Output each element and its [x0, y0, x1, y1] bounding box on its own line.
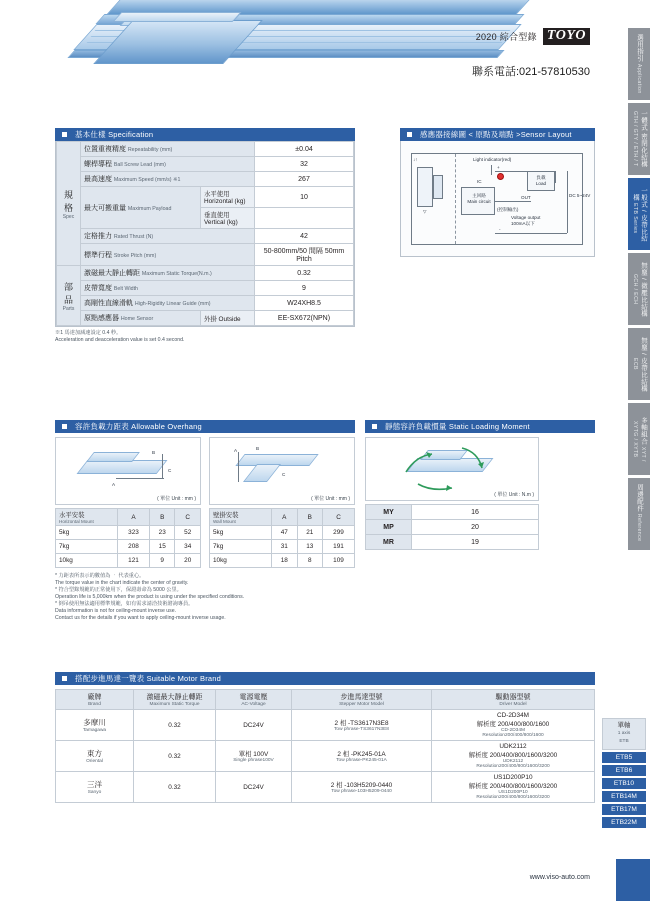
cell-torque: 0.32 — [134, 741, 216, 772]
specification-section — [55, 128, 355, 344]
col-header-torque: 激磁最大靜止轉距 Maximum Static Torque — [134, 690, 216, 710]
row-label: 皮帶寬度 Belt Width — [81, 281, 255, 296]
cell-voltage: DC24V — [216, 772, 292, 803]
table-row — [57, 172, 354, 187]
row-label: 原點感應器 Home Sensor — [81, 311, 201, 326]
sensor-wiring-diagram: ↓↑ ▽ Light indicator(red) 主回路 Main circuit 負載 Load + OUT - (控制輸出) Voltage output 100mA以下 IC DC 5~24V — [401, 141, 594, 256]
col-header-c: C — [323, 509, 355, 526]
table-row — [56, 710, 595, 741]
col-header-driver-model: 驅動器型號 Driver Model — [432, 690, 595, 710]
group-spec: 規格 Spec — [57, 142, 81, 266]
spec-footnote: ※1 馬達加減速設定 0.4 秒。 Acceleration and deacceleration value is set 0.4 second. — [55, 330, 185, 343]
table-row: 10kg 18 8 109 — [210, 554, 355, 568]
cell-voltage: DC24V — [216, 710, 292, 741]
specification-table — [56, 141, 354, 326]
table-row — [57, 266, 354, 281]
table-row — [56, 772, 595, 803]
row-value: 9 — [255, 281, 354, 296]
col-header-mount: 水平安裝 Horizontal Mount — [56, 509, 118, 526]
table-row — [57, 142, 354, 157]
overhang-tables — [55, 508, 355, 568]
cell-torque: 0.32 — [134, 710, 216, 741]
col-header-motor-model: 步進馬達型號 Stepper Motor Model — [292, 690, 432, 710]
row-label: 激磁最大靜止轉距 Maximum Static Torque(N.m.) — [81, 266, 255, 281]
row-value: 32 — [255, 157, 354, 172]
col-header-brand: 廠牌 Brand — [56, 690, 134, 710]
model-item-etb22m[interactable]: ETB22M — [602, 817, 646, 828]
table-row — [57, 244, 354, 266]
tab-reference[interactable]: 周邊配件 Reference — [628, 478, 650, 550]
motor-brand-table — [55, 689, 595, 803]
led-indicator — [497, 173, 504, 180]
table-row — [57, 187, 354, 208]
horizontal-overhang-table — [55, 508, 201, 568]
model-item-etb10[interactable]: ETB10 — [602, 778, 646, 789]
tab-gch-ech[interactable]: 無塵 / 微壓比結構 GCH / ECH — [628, 253, 650, 325]
row-sublabel: 垂直使用 Vertical (kg) — [201, 208, 255, 229]
table-row: 5kg 323 23 52 — [56, 526, 201, 540]
motor-brand-section — [55, 672, 595, 803]
cell-brand: 東方 Oriental — [56, 741, 134, 772]
table-row: 5kg 47 21 299 — [210, 526, 355, 540]
tab-multi-axis[interactable]: 多軸組合 XYT / XYTG / XYTB — [628, 403, 650, 475]
header-right — [472, 28, 590, 79]
cell-driver-model: CD-2D34M 解析度 200/400/800/1600 CD-2D34M Resolution200/400/800/1600 — [432, 710, 595, 741]
overhang-notes: * 力距表所表示的數值為 ‧ 代表重心。 The torque value in the chart indicate the center of gravity. * 符合型錄規範的正常使用下，保證壽命為 5000 公里。 Operation life is 5,000km when the product is using under the specified conditions. * 倒吊使用無法適用標準規範，如有需求請洽技術諮詢專員。 Data information is not for ceiling-mount inverse use. Contact us for the details if you want to apply ceiling-mount inverse usage. — [55, 573, 245, 621]
model-item-etb14m[interactable]: ETB14M — [602, 791, 646, 802]
col-header-voltage: 電源電壓 AC-Voltage — [216, 690, 292, 710]
moment-drawing: ( 單位 Unit : N.m ) — [365, 437, 539, 501]
tab-ecb[interactable]: 無塵 / 皮帶比結構 ECB — [628, 328, 650, 400]
table-row — [57, 281, 354, 296]
table-row: MY 16 — [366, 505, 539, 520]
tab-application[interactable]: 選用指引 Application — [628, 28, 650, 100]
group-parts: 部品 Parts — [57, 266, 81, 326]
row-label: 高剛性直線滑軌 High-Rigidity Linear Guide (mm) — [81, 296, 255, 311]
sensor-layout-body — [400, 141, 595, 257]
catalog-year-title: 2020 綜合型錄 — [475, 32, 537, 42]
specification-body — [55, 141, 355, 327]
table-row: 7kg 31 13 191 — [210, 540, 355, 554]
row-label: 標準行程 Stroke Pitch (mm) — [81, 244, 255, 266]
table-row — [57, 229, 354, 244]
model-list-header: 單軸 1 axis ETB — [602, 718, 646, 750]
side-tab-strip[interactable] — [628, 28, 650, 553]
row-label: 定格推力 Rated Thrust (N) — [81, 229, 255, 244]
wall-mount-drawing: A B C ( 單位 Unit : mm ) — [209, 437, 355, 505]
linear-actuator-drawing — [55, 0, 525, 88]
cell-brand: 三洋 Sanyo — [56, 772, 134, 803]
col-header-c: C — [175, 509, 201, 526]
moment-title: 靜態容許負載慣量 Static Loading Moment — [365, 420, 595, 433]
moment-table — [365, 504, 539, 550]
row-value: 50-800mm/50 間隔 50mm Pitch — [255, 244, 354, 266]
cell-motor-model: 2 相 -103H5209-0440 Tow phrase-103H5209-0440 — [292, 772, 432, 803]
table-row — [56, 690, 595, 710]
row-value: EE-SX672(NPN) — [255, 311, 354, 326]
model-item-etb6[interactable]: ETB6 — [602, 765, 646, 776]
table-row: 10kg 121 9 20 — [56, 554, 201, 568]
row-label: 螺桿導程 Ball Screw Lead (mm) — [81, 157, 255, 172]
col-header-a: A — [118, 509, 150, 526]
col-header-b: B — [149, 509, 175, 526]
cell-driver-model: UDK2112 解析度 200/400/800/1600/3200 UDK2112 Resolution200/400/800/1600/3200 — [432, 741, 595, 772]
table-row — [57, 311, 354, 326]
allowable-overhang-section — [55, 420, 355, 622]
cell-voltage: 單相 100V Single phrase100V — [216, 741, 292, 772]
sensor-layout-title: 感應器接線圖 < 原點及端點 >Sensor Layout — [400, 128, 595, 141]
specification-title: 基本仕樣 Specification — [55, 128, 355, 141]
row-value: W24XH8.5 — [255, 296, 354, 311]
table-row: MP 20 — [366, 520, 539, 535]
model-variant-list[interactable] — [602, 718, 646, 828]
row-value: 267 — [255, 172, 354, 187]
table-row — [56, 741, 595, 772]
row-value: 0.32 — [255, 266, 354, 281]
model-item-etb17m[interactable]: ETB17M — [602, 804, 646, 815]
tab-etb-series[interactable]: 一般式 / 皮帶比結構 ETB Series — [628, 178, 650, 250]
cell-brand: 多摩川 Tamagawa — [56, 710, 134, 741]
table-row: MR 19 — [366, 535, 539, 550]
toyo-logo: TOYO — [543, 28, 590, 45]
wall-overhang-table — [209, 508, 355, 568]
motor-brand-title: 搭配步進馬達一覽表 Suitable Motor Brand — [55, 672, 595, 685]
row-sublabel: 外掛 Outside — [201, 311, 255, 326]
row-value — [255, 208, 354, 229]
table-row: 7kg 208 15 34 — [56, 540, 201, 554]
cell-motor-model: 2 相 -PK245-01A Tow phrase-PK245-01A — [292, 741, 432, 772]
table-row — [57, 157, 354, 172]
col-header-b: B — [297, 509, 323, 526]
cell-driver-model: US1D200P10 解析度 200/400/800/1600/3200 US1D200P10 Resolution200/400/800/1600/3200 — [432, 772, 595, 803]
horizontal-mount-drawing: B C A ( 單位 Unit : mm ) — [55, 437, 201, 505]
static-loading-moment-section — [365, 420, 595, 550]
row-label: 最高速度 Maximum Speed (mm/s) ※1 — [81, 172, 255, 187]
row-label: 最大可搬重量 Maximum Payload — [81, 187, 201, 229]
row-value: 42 — [255, 229, 354, 244]
row-label: 位置重複精度 Repeatability (mm) — [81, 142, 255, 157]
cell-torque: 0.32 — [134, 772, 216, 803]
row-sublabel: 水平使用 Horizontal (kg) — [201, 187, 255, 208]
table-row — [210, 509, 355, 526]
catalog-title-row — [472, 28, 590, 45]
table-row — [57, 296, 354, 311]
col-header-a: A — [272, 509, 298, 526]
overhang-drawings — [55, 437, 355, 505]
page-corner-decoration — [616, 859, 650, 901]
table-row — [56, 509, 201, 526]
col-header-mount: 壁掛安裝 Wall Mount — [210, 509, 272, 526]
cell-motor-model: 2 相 -TS3617N3E8 Tow phrase-TS3617N3E8 — [292, 710, 432, 741]
footer-website-url[interactable]: www.viso-auto.com — [529, 874, 590, 881]
row-value: 10 — [255, 187, 354, 208]
row-value: ±0.04 — [255, 142, 354, 157]
overhang-title: 容許負載力距表 Allowable Overhang — [55, 420, 355, 433]
tab-gth-gty-eth[interactable]: 一體式 密閉化結構 GTH / GTY / ETH / T — [628, 103, 650, 175]
sensor-layout-section — [400, 128, 595, 257]
model-item-etb5[interactable]: ETB5 — [602, 752, 646, 763]
contact-phone: 聯系電話:021-57810530 — [471, 66, 590, 78]
